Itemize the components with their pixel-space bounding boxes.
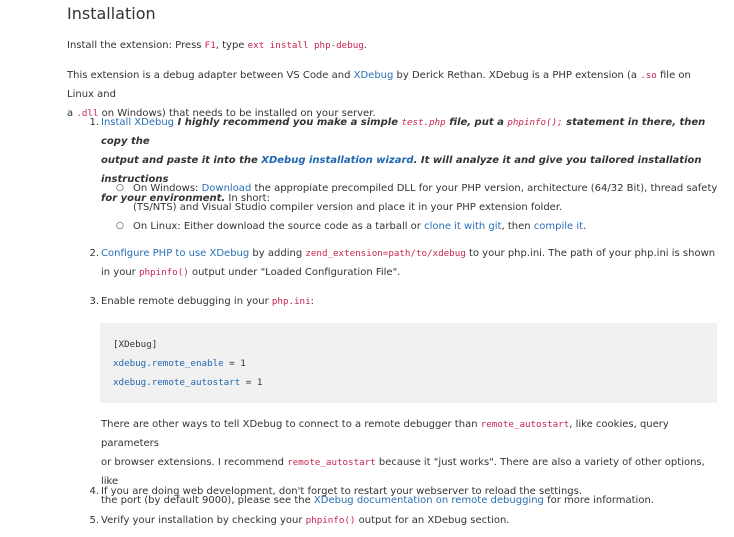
bold-text: I highly recommend you make a simple	[174, 117, 402, 128]
phpinfo-code: phpinfo();	[507, 117, 563, 128]
installation-wizard-link[interactable]: XDebug installation wizard	[261, 155, 414, 166]
bold-text: output and paste it into the	[101, 155, 262, 166]
circle-bullet-icon: ○	[116, 221, 124, 231]
text: a	[67, 108, 77, 119]
remote-autostart-code: remote_autostart	[480, 419, 570, 430]
text: by Derick Rethan. XDebug is a PHP extension (a	[393, 70, 641, 81]
text: There are other ways to tell XDebug to connect to a remote debugger than	[101, 419, 481, 430]
text: .	[363, 40, 367, 51]
dll-code: .dll	[76, 108, 99, 119]
section-title: Installation	[67, 4, 156, 23]
list-number: 5.	[89, 515, 99, 526]
text: , like cookies, query parameters	[101, 419, 669, 449]
code-key: xdebug.remote_autostart	[113, 377, 241, 388]
text: , type	[215, 40, 248, 51]
text: This extension is a debug adapter between VS Code and	[67, 70, 354, 81]
bold-text: . It will analyze it and give you tailored installation instructions	[101, 155, 702, 185]
xdebug-docs-link[interactable]: XDebug documentation on remote debugging	[313, 495, 544, 506]
text: On Linux: Either download the source code as a tarball or	[133, 221, 425, 232]
code-key: xdebug.remote_enable	[113, 358, 224, 369]
text: by adding	[249, 248, 306, 259]
text: for more information.	[543, 495, 654, 506]
code-value: = 1	[240, 377, 263, 388]
configure-php-link[interactable]: Configure PHP to use XDebug	[101, 248, 250, 259]
list-item-remote-debugging	[101, 292, 719, 311]
list-item-restart-webserver: If you are doing web development, don't forget to restart your webserver to reload the settings.	[101, 486, 583, 497]
text: .	[583, 221, 587, 232]
bold-text: file, put a	[445, 117, 508, 128]
compile-link[interactable]: compile it	[533, 221, 584, 232]
install-instruction	[67, 36, 719, 55]
download-link[interactable]: Download	[201, 183, 252, 194]
code-block	[100, 323, 717, 403]
text: or browser extensions. I recommend	[101, 457, 288, 468]
sub-item-linux	[133, 217, 719, 236]
phpinfo-code: phpinfo()	[305, 515, 356, 526]
install-xdebug-link[interactable]: Install XDebug	[101, 117, 175, 128]
text: output under "Loaded Configuration File".	[188, 267, 401, 278]
key-code: F1	[204, 40, 216, 51]
code-value: = 1	[223, 358, 246, 369]
code-block-content	[100, 323, 717, 404]
clone-git-link[interactable]: clone it with git	[424, 221, 502, 232]
text: file on Linux and	[67, 70, 691, 100]
text: Enable remote debugging in your	[101, 296, 272, 307]
text: :	[310, 296, 314, 307]
list-item-configure	[101, 244, 719, 282]
text: the appropiate precompiled DLL for your PHP version, architecture (64/32 Bit), thread safety	[251, 183, 718, 194]
text: In short:	[225, 193, 270, 204]
phpinfo-code: phpinfo()	[138, 267, 189, 278]
list-number: 4.	[89, 486, 99, 497]
sub-item-windows	[133, 179, 719, 217]
php-ini-code: php.ini	[271, 296, 311, 307]
text: (TS/NTS) and Visual Studio compiler version and place it in your PHP extension folder.	[133, 202, 563, 213]
text: to your php.ini. The path of your php.ini is shown	[465, 248, 716, 259]
text: in your	[101, 267, 139, 278]
list-item-verify	[101, 511, 719, 530]
text: Verify your installation by checking your	[101, 515, 306, 526]
xdebug-link[interactable]: XDebug	[353, 70, 394, 81]
text: On Windows:	[133, 183, 202, 194]
text: on Windows) that needs to be installed on your server.	[98, 108, 376, 119]
bold-text: statement in there, then copy the	[101, 117, 706, 147]
test-php-code: test.php	[401, 117, 446, 128]
code-line: [XDebug]	[113, 339, 158, 350]
circle-bullet-icon: ○	[116, 183, 124, 193]
remote-autostart-code: remote_autostart	[287, 457, 376, 468]
list-number: 3.	[89, 296, 99, 307]
zend-extension-code: zend_extension=path/to/xdebug	[305, 248, 466, 259]
list-number: 1.	[89, 117, 99, 128]
text: , then	[501, 221, 534, 232]
install-command-code: ext install php-debug	[247, 40, 364, 51]
text: because it "just works". There are also a variety of other options, like	[101, 457, 705, 487]
text: Install the extension: Press	[67, 40, 205, 51]
list-number: 2.	[89, 248, 99, 259]
so-code: .so	[640, 70, 657, 81]
text: output for an XDebug section.	[355, 515, 510, 526]
text: the port (by default 9000), please see the	[101, 495, 314, 506]
bold-text: for your environment.	[101, 193, 226, 204]
